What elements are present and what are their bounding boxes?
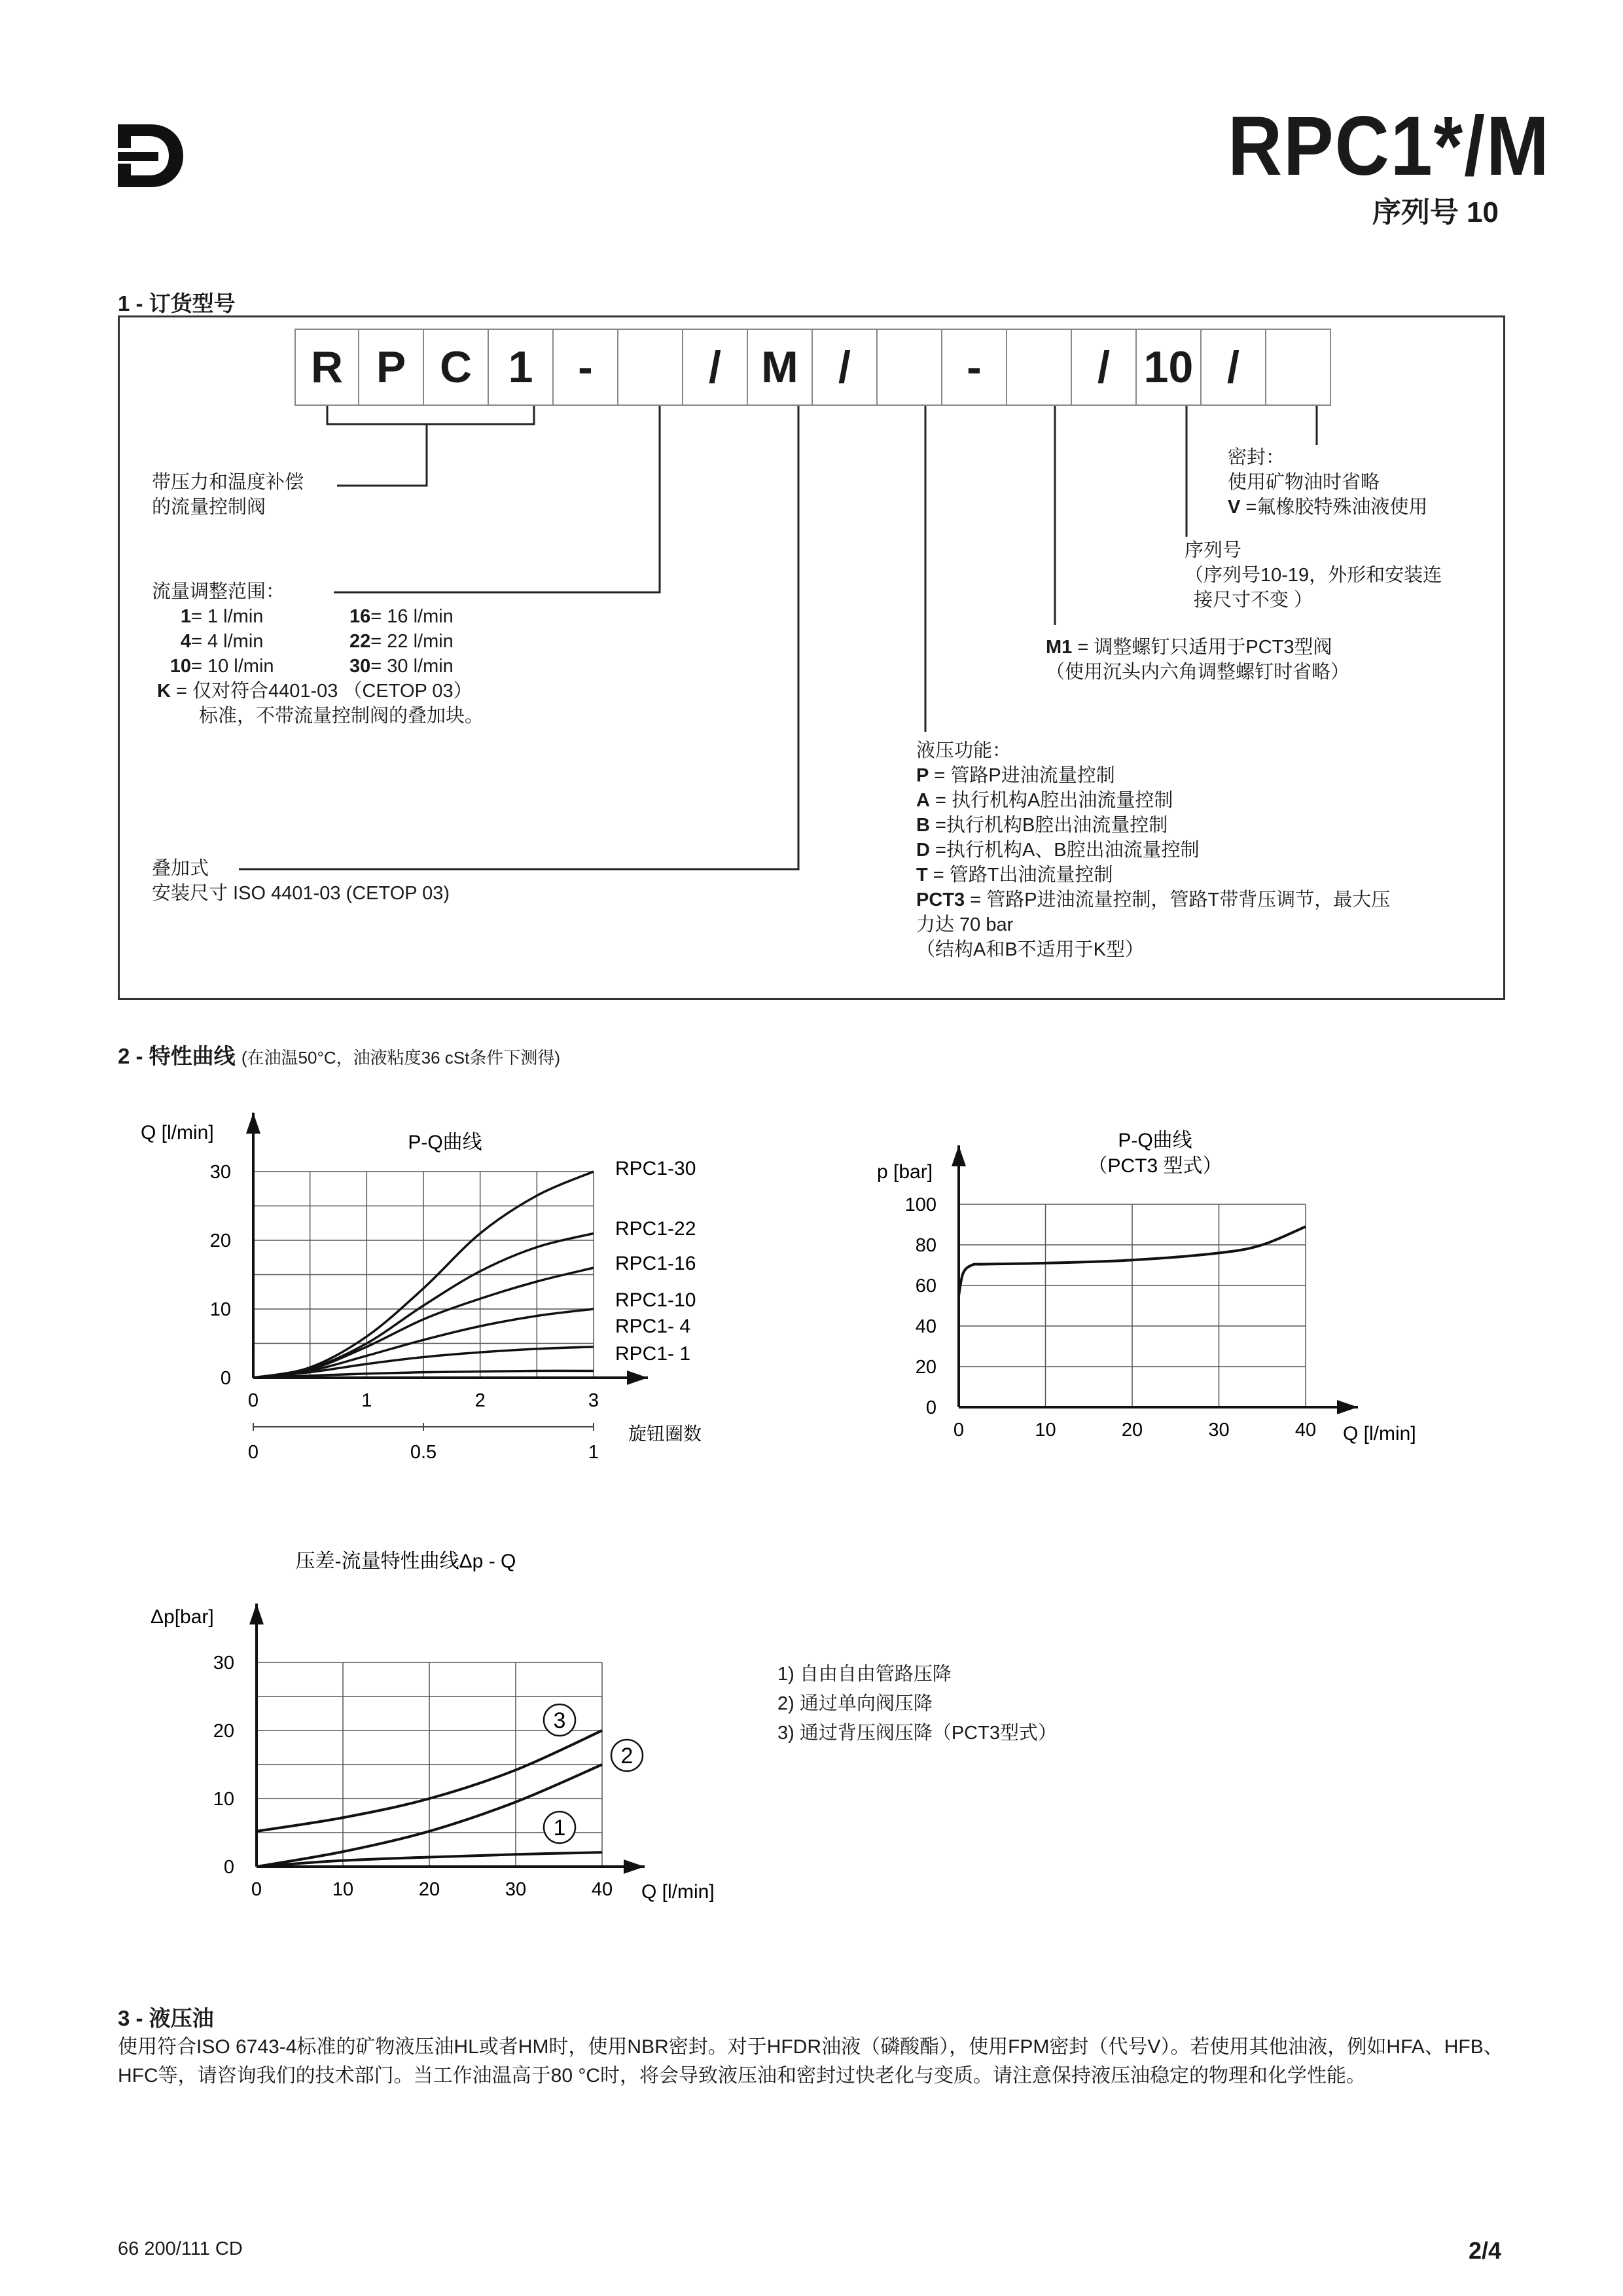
code-cell: / <box>1202 329 1266 406</box>
y-tick-label: 10 <box>213 1789 234 1810</box>
series-line: 接尺寸不变 ） <box>1194 590 1313 611</box>
curve-marker-label: 1 <box>553 1816 566 1840</box>
code-cell: / <box>813 329 878 406</box>
y-tick-label: 0 <box>220 1368 231 1389</box>
x-tick-label: 30 <box>505 1879 527 1900</box>
hyd-row <box>916 838 1390 863</box>
code-cell: R <box>294 329 359 406</box>
hyd-desc: = 管路P进油流量控制 <box>929 765 1115 786</box>
mount-line: 安装尺寸 ISO 4401-03 (CETOP 03) <box>152 883 450 904</box>
x2-tick-label: 1 <box>588 1442 599 1463</box>
seal-desc: =氟橡胶特殊油液使用 <box>1240 497 1428 518</box>
hyd-line: 力达 70 bar <box>916 914 1014 935</box>
flow-key: 30 <box>349 656 371 677</box>
y-axis-arrow <box>249 1604 264 1624</box>
x-tick-label: 2 <box>474 1390 486 1411</box>
hyd-row <box>916 813 1390 838</box>
flow-value: = 30 l/min <box>370 656 454 677</box>
section3-body: 使用符合ISO 6743-4标准的矿物液压油HL或者HM时，使用NBR密封。对于HFDR油液（磷酸酯），使用FPM密封（代号V）。若使用其他油液，例如HFA、HFB、HFC等，请咨询我们的技术部门。当工作油温高于80 °C时，将会导致液压油和密封过快老化与变质。请注意保持液压油稳定的物理和化学性能。 <box>118 2036 1503 2087</box>
code-cell: 1 <box>489 329 554 406</box>
y-tick-label: 20 <box>213 1721 234 1742</box>
code-cell: / <box>683 329 748 406</box>
x-axis-arrow <box>1337 1400 1358 1414</box>
series-label: RPC1-30 <box>615 1158 696 1179</box>
section2-title <box>118 1039 560 1070</box>
x-axis-arrow <box>627 1371 648 1385</box>
flow-key: 16 <box>349 606 371 627</box>
curve-marker-label: 3 <box>553 1708 566 1733</box>
code-cell: P <box>359 329 424 406</box>
code-cell: C <box>424 329 489 406</box>
seal-block <box>1228 445 1427 520</box>
flow-key: 10 <box>169 656 191 677</box>
curve-legend-notes <box>777 1660 1057 1748</box>
pq-chart <box>118 1113 772 1479</box>
valve-description <box>152 470 304 520</box>
section3-title: 3 - 液压油 <box>118 2006 214 2030</box>
m1-desc: = 调整螺钉只适用于PCT3型阀 <box>1072 637 1332 658</box>
y-tick-label: 60 <box>915 1276 936 1297</box>
hyd-row <box>916 863 1390 888</box>
seal-line: 使用矿物油时省略 <box>1228 472 1380 493</box>
x-tick-label: 20 <box>1121 1420 1143 1441</box>
x-tick-label: 30 <box>1208 1420 1230 1441</box>
hyd-desc: = 管路T出油流量控制 <box>927 865 1113 886</box>
m1-block <box>1046 635 1349 685</box>
page-number: 2/4 <box>1468 2237 1501 2264</box>
k-key: K <box>157 681 171 702</box>
x-tick-label: 10 <box>332 1879 354 1900</box>
x-axis-label: Q [l/min] <box>641 1881 715 1903</box>
y-axis-label: Δp[bar] <box>151 1606 214 1628</box>
legend-note: 2) 通过单向阀压降 <box>777 1693 933 1714</box>
code-cell: 10 <box>1137 329 1202 406</box>
x-axis-label: 旋钮圈数 <box>628 1424 702 1444</box>
y-axis-arrow <box>952 1145 966 1166</box>
series-block <box>1185 538 1442 613</box>
product-title: RPC1*/M <box>1228 99 1550 193</box>
chart-title: P-Q曲线 <box>1118 1130 1192 1151</box>
flow-key: 22 <box>349 631 371 652</box>
x-axis-arrow <box>624 1859 645 1874</box>
section2-title-text: 2 - 特性曲线 <box>118 1044 241 1068</box>
flow-row <box>152 629 484 654</box>
hyd-row <box>916 763 1390 788</box>
x-tick-label: 10 <box>1035 1420 1056 1441</box>
chart-title: P-Q曲线 <box>408 1132 482 1153</box>
hyd-key: T <box>916 865 928 886</box>
x-tick-label: 0 <box>251 1879 262 1900</box>
y-tick-label: 0 <box>925 1397 936 1418</box>
flow-value: = 1 l/min <box>191 606 264 627</box>
hyd-key: PCT3 <box>916 889 965 910</box>
mounting-block <box>152 856 450 906</box>
flow-row <box>152 604 484 629</box>
hyd-desc: =执行机构A、B腔出油流量控制 <box>929 840 1200 861</box>
hyd-desc: = 执行机构A腔出油流量控制 <box>929 790 1173 811</box>
pq-pct3-chart <box>851 1113 1466 1466</box>
y-tick-label: 0 <box>223 1857 234 1878</box>
flow-row <box>152 654 484 679</box>
seal-key: V <box>1228 497 1241 518</box>
series-label: RPC1-22 <box>615 1218 696 1240</box>
x-tick-label: 40 <box>591 1879 613 1900</box>
dp-q-chart <box>118 1538 759 1918</box>
hyd-key: A <box>916 790 930 811</box>
flow-value: = 22 l/min <box>370 631 454 652</box>
series-label: RPC1- 1 <box>615 1343 691 1365</box>
k-option-cont: 标准，不带流量控制阀的叠加块。 <box>199 706 484 726</box>
x-axis-label: Q [l/min] <box>1343 1423 1416 1444</box>
x-tick-label: 0 <box>953 1420 965 1441</box>
y-axis-label: Q [l/min] <box>141 1122 214 1143</box>
y-tick-label: 100 <box>904 1194 936 1215</box>
y-axis-label: p [bar] <box>877 1161 933 1183</box>
series-label: RPC1-16 <box>615 1253 696 1274</box>
desc-line: 带压力和温度补偿 <box>152 472 304 493</box>
mount-line: 叠加式 <box>152 858 209 879</box>
m1-line <box>1046 635 1349 660</box>
hydraulic-function-block <box>916 738 1390 962</box>
hyd-key: P <box>916 765 929 786</box>
legend-note: 3) 通过背压阀压降（PCT3型式） <box>777 1723 1057 1744</box>
m1-key: M1 <box>1046 637 1073 658</box>
series-label: RPC1- 4 <box>615 1316 691 1337</box>
seal-line <box>1228 495 1427 520</box>
flow-key: 1 <box>180 606 191 627</box>
y-axis-arrow <box>246 1113 260 1134</box>
x-tick-label: 40 <box>1294 1420 1317 1441</box>
hyd-row <box>916 888 1390 912</box>
desc-line: 的流量控制阀 <box>152 497 266 518</box>
flow-value: = 10 l/min <box>191 656 274 677</box>
code-cell: - <box>554 329 618 406</box>
x2-tick-label: 0 <box>247 1442 259 1463</box>
y-tick-label: 20 <box>209 1230 231 1251</box>
code-cell: - <box>942 329 1007 406</box>
series-title: 序列号 <box>1185 540 1242 561</box>
seal-title: 密封： <box>1228 447 1285 468</box>
y-tick-label: 80 <box>915 1235 936 1256</box>
curve-marker-label: 2 <box>620 1744 633 1768</box>
section1-title: 1 - 订货型号 <box>118 291 236 315</box>
y-tick-label: 10 <box>209 1299 231 1320</box>
x-tick-label: 0 <box>247 1390 259 1411</box>
flow-key: 4 <box>180 631 191 652</box>
hyd-title: 液压功能： <box>916 740 1012 761</box>
y-tick-label: 30 <box>213 1653 234 1674</box>
chart-subtitle: （PCT3 型式） <box>1088 1155 1222 1177</box>
hyd-line: （结构A和B不适用于K型） <box>916 939 1145 960</box>
legend-note: 1) 自由自由管路压降 <box>777 1664 952 1685</box>
chart-title: 压差-流量特性曲线Δp - Q <box>295 1551 516 1572</box>
section2-note: (在油温50°C，油液粘度36 cSt条件下测得) <box>241 1048 560 1067</box>
hyd-desc: = 管路P进油流量控制，管路T带背压调节，最大压 <box>965 889 1391 910</box>
y-tick-label: 40 <box>915 1316 936 1337</box>
x-tick-label: 20 <box>418 1879 440 1900</box>
code-cell: / <box>1072 329 1137 406</box>
flow-range-block <box>152 579 484 728</box>
document-number: 66 200/111 CD <box>118 2238 243 2259</box>
hyd-key: D <box>916 840 930 861</box>
flow-value: = 16 l/min <box>370 606 454 627</box>
series-label: RPC1-10 <box>615 1289 696 1311</box>
k-option <box>152 679 484 704</box>
k-desc: = 仅对符合4401-03 （CETOP 03） <box>170 681 473 702</box>
flow-value: = 4 l/min <box>191 631 264 652</box>
x2-tick-label: 0.5 <box>410 1442 437 1463</box>
hyd-desc: =执行机构B腔出油流量控制 <box>929 815 1168 836</box>
flow-range-title: 流量调整范围： <box>152 581 285 602</box>
hyd-row <box>916 788 1390 813</box>
m1-line: （使用沉头内六角调整螺钉时省略） <box>1046 662 1350 683</box>
x-tick-label: 3 <box>588 1390 599 1411</box>
hyd-key: B <box>916 815 930 836</box>
x-tick-label: 1 <box>361 1390 372 1411</box>
series-number: 序列号 10 <box>1372 196 1499 228</box>
y-tick-label: 30 <box>209 1162 231 1183</box>
series-line: （序列号10-19，外形和安装连 <box>1185 565 1442 586</box>
y-tick-label: 20 <box>915 1357 936 1378</box>
code-cell: M <box>748 329 813 406</box>
